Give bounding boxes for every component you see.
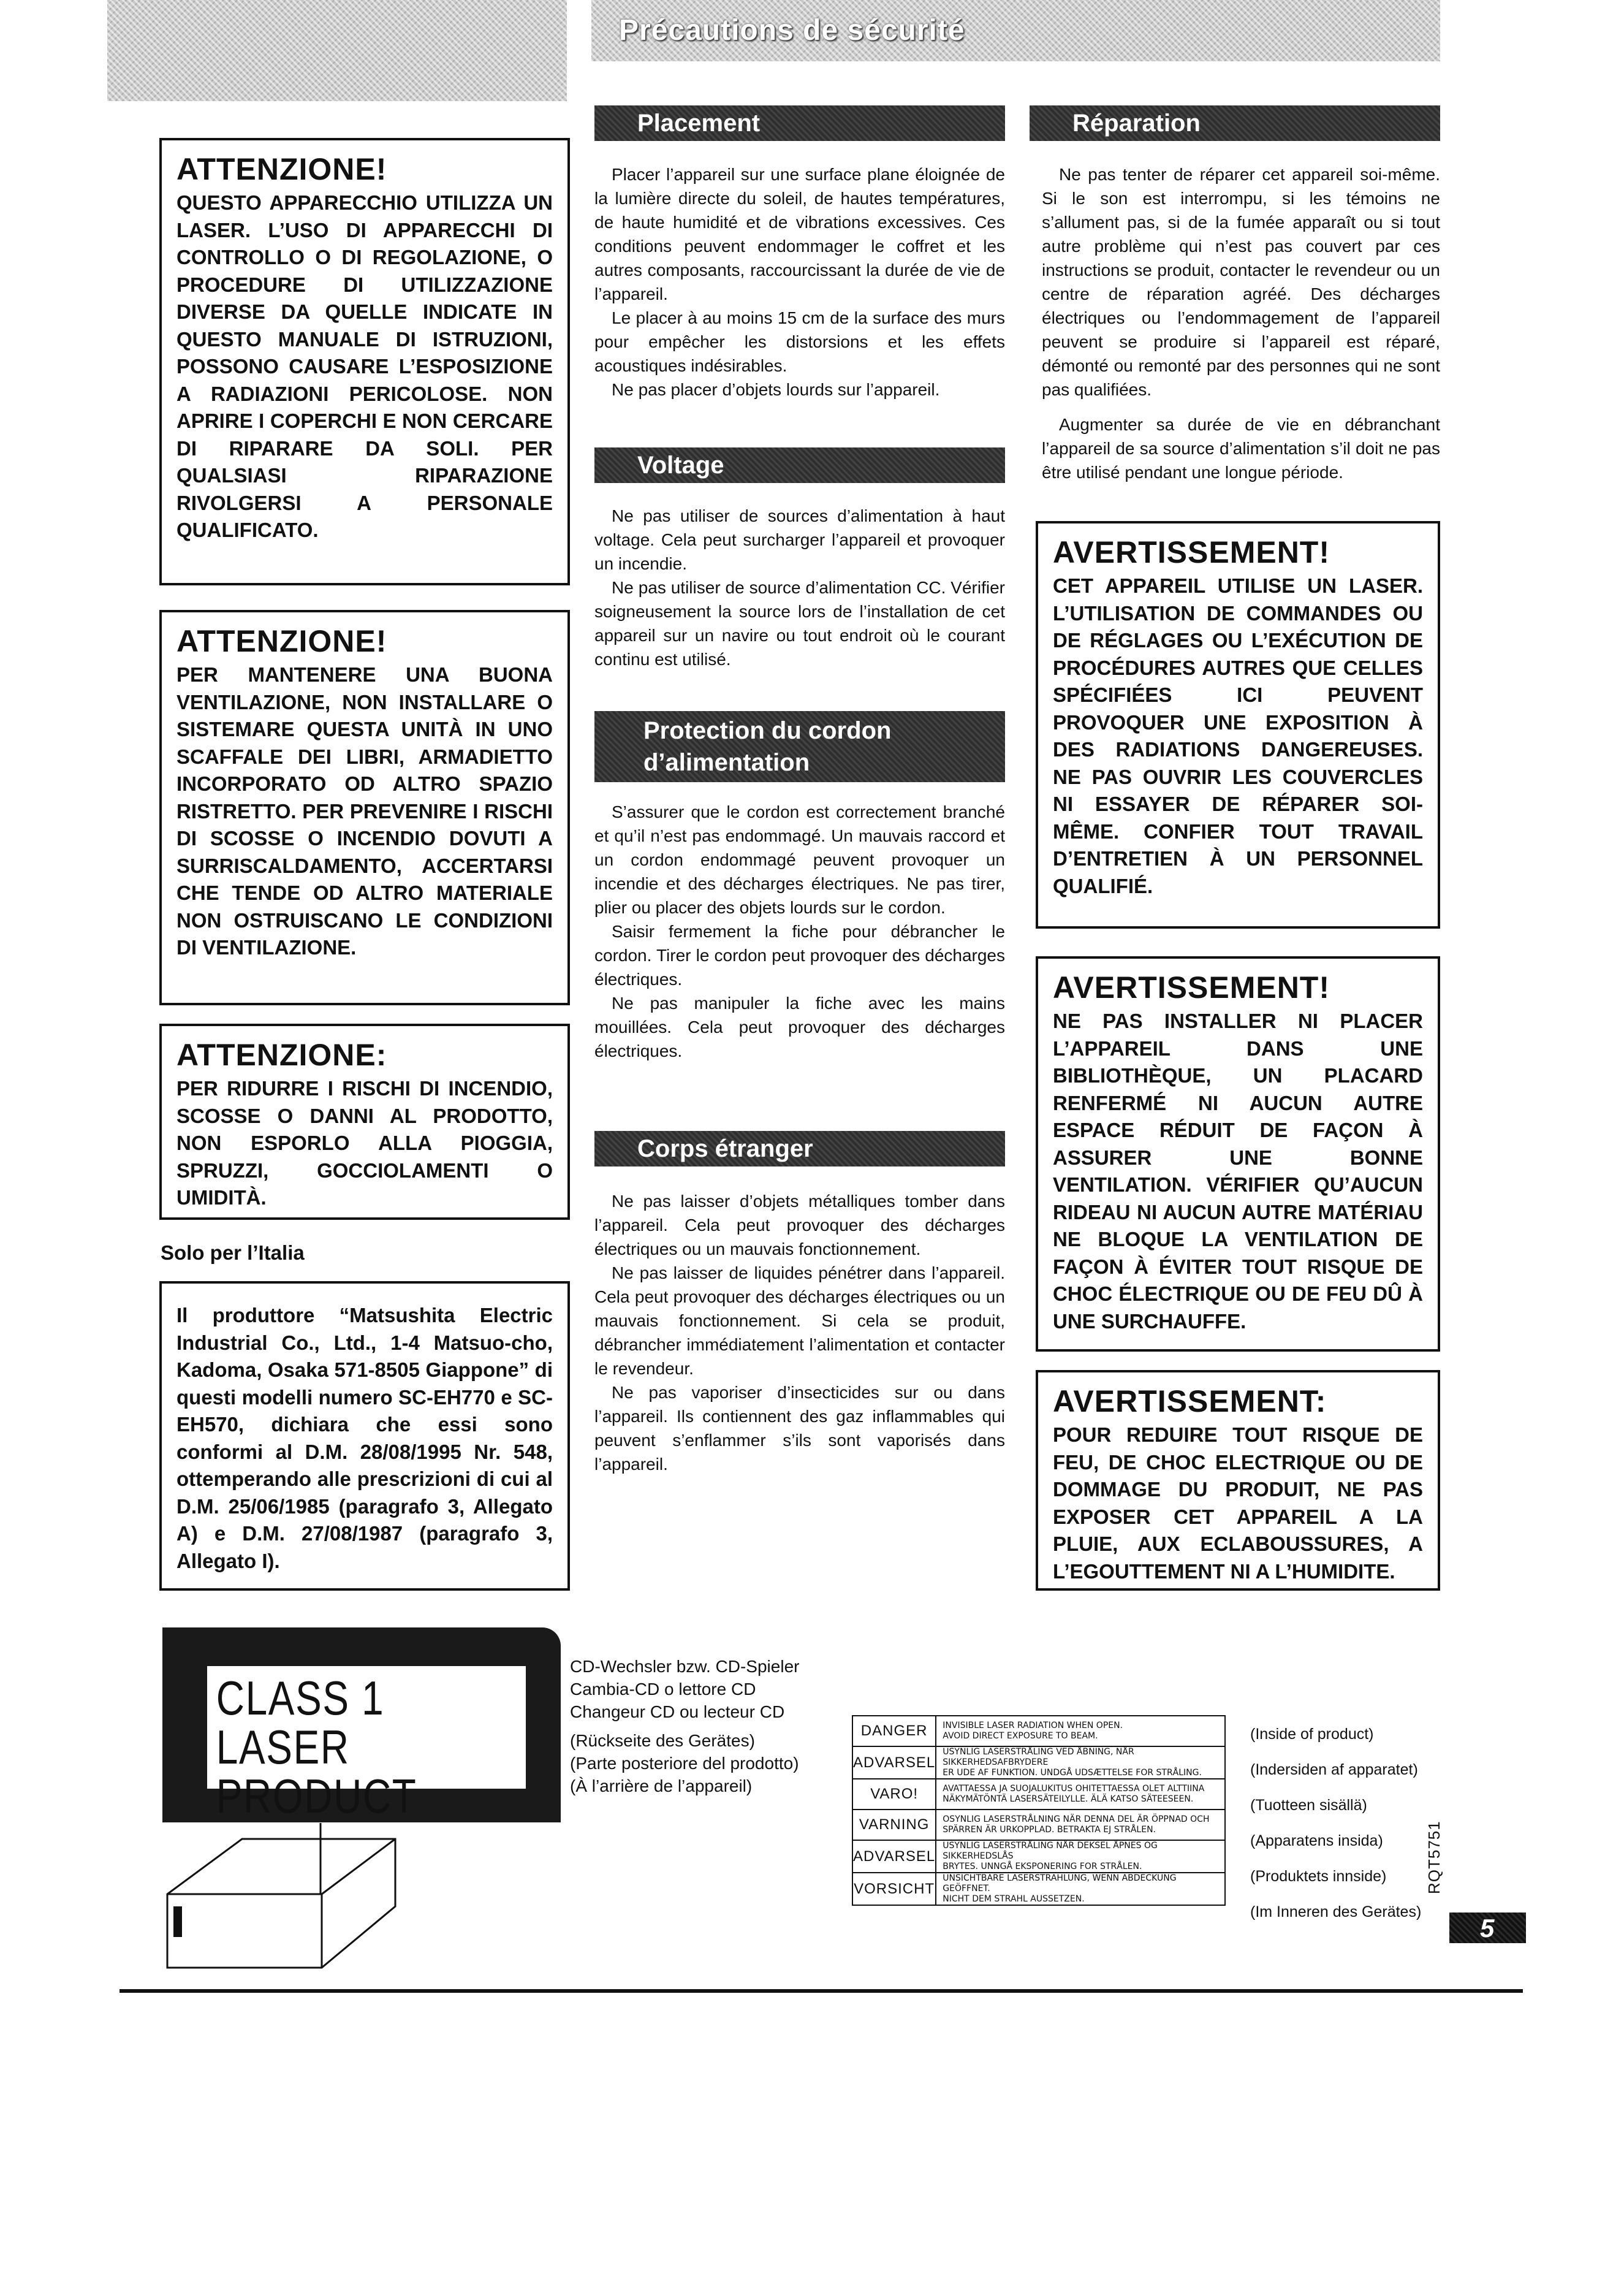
laser-warning-table <box>852 1715 1226 1906</box>
warning-line-2: BRYTES. UNNGÅ EKSPONERING FOR STRÅLEN. <box>943 1862 1142 1871</box>
warning-label: ADVARSEL <box>852 1746 936 1779</box>
cord-heading-1: Protection du cordon <box>643 717 892 744</box>
warning-line-1: UNSICHTBARE LASERSTRAHLUNG, WENN ABDECKUNG GEÖFFNET. <box>943 1873 1177 1893</box>
foreign-text <box>594 1189 1005 1476</box>
foreign-heading-bar <box>594 1131 1005 1167</box>
warning-label: ADVARSEL <box>852 1840 936 1873</box>
inside-caption: (Tuotteen sisällä) <box>1250 1797 1367 1814</box>
laser-product-text: LASER PRODUCT <box>216 1720 417 1823</box>
placement-heading: Placement <box>637 110 761 137</box>
attenzione-fire-box <box>159 1024 570 1220</box>
voltage-text <box>594 504 1005 671</box>
class1-laser-label <box>162 1627 561 1822</box>
repair-heading: Réparation <box>1072 110 1201 137</box>
box-text: PER MANTENERE UNA BUONA VENTILAZIONE, NON INSTALLARE O SISTEMARE QUESTA UNITÀ IN UNO SCAFFALE DEI LIBRI, ARMADIETTO INCORPORATO OD ALTRO SPAZIO RISTRETTO. PER PREVENIRE I RISCHI DI SCOSSE O INCENDIO DOVUTI A SURRISCALDAMENTO, ACCERTARSI CHE TENDE OD ALTRO MATERIALE NON OSTRUISCANO LE CONDIZIONI DI VENTILAZIONE. <box>176 663 553 959</box>
cd-line-fr: Changeur CD ou lecteur CD <box>570 1702 785 1721</box>
box-title: ATTENZIONE: <box>176 1038 387 1072</box>
attenzione-ventilation-box <box>159 610 570 1005</box>
inside-caption: (Produktets innside) <box>1250 1868 1387 1885</box>
header-pattern-left <box>107 0 567 101</box>
document-code: RQT5751 <box>1425 1821 1443 1894</box>
class1-text: CLASS 1 <box>216 1671 385 1725</box>
voltage-heading-bar <box>594 447 1005 483</box>
foreign-heading: Corps étranger <box>637 1135 813 1162</box>
repair-heading-bar <box>1030 105 1440 141</box>
placement-p1: Placer l’appareil sur une surface plane éloignée de la lumière directe du soleil, de hautes températures, de haute humidité et de vibrations excessives. Ces conditions peuvent endommager le coffret et les autres composants, raccourcissant la durée de vie de l’appareil. <box>594 165 1005 303</box>
producer-declaration-box <box>159 1281 570 1591</box>
warning-row <box>852 1746 1225 1779</box>
back-line-it: (Parte posteriore del prodotto) <box>570 1754 799 1773</box>
class1-label-inner <box>205 1664 528 1823</box>
attenzione-laser-box <box>159 138 570 585</box>
page-number: 5 <box>1480 1914 1495 1943</box>
producer-text: Il produttore “Matsushita Electric Industrial Co., Ltd., 1-4 Matsuo-cho, Kadoma, Osaka 571-8505 Giappone” di questi modelli numero SC-EH770 e SC-EH570, dichiara che essi sono conformi al D.M. 28/08/1995 Nr. 548, ottemperando alle prescrizioni di cui al D.M. 25/06/1985 (paragrafo 3, Allegato A) e D.M. 27/08/1987 (paragrafo 3, Allegato I). <box>176 1304 553 1572</box>
warning-label: VARNING <box>852 1810 936 1840</box>
cord-p2: Saisir fermement la fiche pour débrancher le cordon. Tirer le cordon peut provoquer des décharges électriques. <box>594 922 1005 989</box>
cd-description <box>570 1655 799 1797</box>
foreign-p3: Ne pas vaporiser d’insecticides sur ou dans l’appareil. Ils contiennent des gaz inflammables qui peuvent s’enflammer s’ils sont vaporisés dans l’appareil. <box>594 1383 1005 1474</box>
repair-p1: Ne pas tenter de réparer cet appareil soi-même. Si le son est interrompu, si les témoins ne s’allument pas, si de la fumée apparaît ou si tout autre problème qui n’est pas couvert par ces instructions se produit, contacter le revendeur ou un centre de réparation agréé. Des décharges électriques ou l’endommagement de l’appareil peuvent se produire si l’appareil est réparé, démonté ou remonté par des personnes qui ne sont pas qualifiées. <box>1042 165 1440 399</box>
cd-line-it: Cambia-CD o lettore CD <box>570 1680 756 1699</box>
warning-label: DANGER <box>852 1716 936 1746</box>
box-title: ATTENZIONE! <box>176 624 387 658</box>
inside-caption: (Inside of product) <box>1250 1726 1374 1743</box>
warning-line-2: ER UDE AF FUNKTION. UNDGÅ UDSÆTTELSE FOR STRÅLING. <box>943 1768 1202 1778</box>
solo-italia-label: Solo per l’Italia <box>161 1241 305 1264</box>
box-title: AVERTISSEMENT: <box>1053 1384 1327 1418</box>
inside-captions <box>1250 1716 1421 1930</box>
warning-line-2: AVOID DIRECT EXPOSURE TO BEAM. <box>943 1731 1098 1741</box>
warning-line-1: INVISIBLE LASER RADIATION WHEN OPEN. <box>943 1721 1123 1730</box>
back-line-de: (Rückseite des Gerätes) <box>570 1731 755 1750</box>
back-line-fr: (À l’arrière de l’appareil) <box>570 1776 753 1795</box>
footer-rule <box>120 1989 1523 1993</box>
avertissement-fire-box <box>1036 1370 1440 1591</box>
warning-row <box>852 1716 1225 1746</box>
warning-row <box>852 1779 1225 1810</box>
box-title: AVERTISSEMENT! <box>1053 535 1330 569</box>
product-outline-drawing <box>156 1814 401 1986</box>
page-title: Précautions de sécurité <box>619 14 965 47</box>
cd-line-de: CD-Wechsler bzw. CD-Spieler <box>570 1657 800 1676</box>
repair-p2: Augmenter sa durée de vie en débranchant l’appareil de sa source d’alimentation s’il doit ne pas être utilisé pendant une longue période. <box>1042 415 1440 482</box>
cord-text <box>594 800 1005 1063</box>
warning-line-1: USYNLIG LASERSTRÅLING VED ÅBNING, NÅR SIKKERHEDSAFBRYDERE <box>943 1747 1134 1767</box>
warning-line-2: SPÄRREN ÄR URKOPPLAD. BETRAKTA EJ STRÅLEN. <box>943 1825 1156 1835</box>
inside-caption: (Im Inneren des Gerätes) <box>1250 1903 1422 1920</box>
warning-label: VARO! <box>852 1779 936 1810</box>
avertissement-ventilation-box <box>1036 956 1440 1352</box>
warning-line-2: NICHT DEM STRAHL AUSSETZEN. <box>943 1894 1085 1904</box>
repair-text <box>1042 162 1440 484</box>
foreign-p1: Ne pas laisser d’objets métalliques tomber dans l’appareil. Cela peut provoquer des décharges électriques ou un mauvais fonctionnement. <box>594 1192 1005 1258</box>
cord-p1: S’assurer que le cordon est correctement branché et qu’il n’est pas endommagé. Un mauvais raccord et un cordon endommagé peuvent provoquer un incendie et des décharges électriques. Ne pas tirer, plier ou placer des objets lourds sur le cordon. <box>594 802 1005 917</box>
warning-line-1: OSYNLIG LASERSTRÅLNING NÄR DENNA DEL ÄR ÖPPNAD OCH <box>943 1814 1210 1824</box>
warning-line-1: USYNLIG LASERSTRÅLING NÅR DEKSEL ÅPNES OG SIKKERHEDSLÅS <box>943 1841 1158 1861</box>
placement-p3: Ne pas placer d’objets lourds sur l’appareil. <box>612 380 940 399</box>
box-text: PER RIDURRE I RISCHI DI INCENDIO, SCOSSE O DANNI AL PRODOTTO, NON ESPORLO ALLA PIOGGIA, SPRUZZI, GOCCIOLAMENTI O UMIDITÀ. <box>176 1077 553 1209</box>
box-text: POUR REDUIRE TOUT RISQUE DE FEU, DE CHOC ELECTRIQUE OU DE DOMMAGE DU PRODUIT, NE PAS EXPOSER CET APPAREIL A LA PLUIE, AUX ECLABOUSSURES, A L’EGOUTTEMENT NI A L’HUMIDITE. <box>1053 1423 1423 1583</box>
box-title: ATTENZIONE! <box>176 152 387 186</box>
voltage-p1: Ne pas utiliser de sources d’alimentation à haut voltage. Cela peut surcharger l’appareil et provoquer un incendie. <box>594 506 1005 573</box>
box-text: CET APPAREIL UTILISE UN LASER. L’UTILISATION DE COMMANDES OU DE RÉGLAGES OU L’EXÉCUTION DE PROCÉDURES AUTRES QUE CELLES SPÉCIFIÉES ICI PEUVENT PROVOQUER UNE EXPOSITION À DES RADIATIONS DANGEREUSES. NE PAS OUVRIR LES COUVERCLES NI ESSAYER DE RÉPARER SOI-MÊME. CONFIER TOUT TRAVAIL D’ENTRETIEN À UN PERSONNEL QUALIFIÉ. <box>1053 574 1423 897</box>
box-text: QUESTO APPARECCHIO UTILIZZA UN LASER. L’USO DI APPARECCHI DI CONTROLLO O DI REGOLAZIONE, O PROCEDURE DI UTILIZZAZIONE DIVERSE DA QUELLE INDICATE IN QUESTO MANUALE DI ISTRUZIONI, POSSONO CAUSARE L’ESPOSIZIONE A RADIAZIONI PERICOLOSE. NON APRIRE I COPERCHI E NON CERCARE DI RIPARARE DA SOLI. PER QUALSIASI RIPARAZIONE RIVOLGERSI A PERSONALE QUALIFICATO. <box>176 191 553 541</box>
box-text: NE PAS INSTALLER NI PLACER L’APPAREIL DANS UNE BIBLIOTHÈQUE, UN PLACARD RENFERMÉ NI AUCUN AUTRE ESPACE RÉDUIT DE FAÇON À ASSURER UNE BONNE VENTILATION. VÉRIFIER QU’AUCUN RIDEAU NI AUCUN AUTRE MATÉRIAU NE BLOQUE LA VENTILATION DE FAÇON À ÉVITER TOUT RISQUE DE CHOC ÉLECTRIQUE OU DE FEU DÛ À UNE SURCHAUFFE. <box>1053 1010 1423 1333</box>
warning-line-2: NÄKYMÄTÖNTÄ LASERSÄTEILYLLE. ÄLÄ KATSO SÄTEESEEN. <box>943 1794 1194 1804</box>
warning-row <box>852 1873 1225 1905</box>
warning-line-1: AVATTAESSA JA SUOJALUKITUS OHITETTAESSA OLET ALTTIINA <box>943 1784 1205 1794</box>
box-title: AVERTISSEMENT! <box>1053 970 1330 1005</box>
cord-p3: Ne pas manipuler la fiche avec les mains mouillées. Cela peut provoquer des décharges électriques. <box>594 994 1005 1060</box>
voltage-heading: Voltage <box>637 452 724 479</box>
cord-heading-2: d’alimentation <box>643 749 810 776</box>
warning-row <box>852 1810 1225 1840</box>
inside-caption: (Indersiden af apparatet) <box>1250 1761 1418 1778</box>
foreign-p2: Ne pas laisser de liquides pénétrer dans l’appareil. Cela peut provoquer des décharges électriques ou un mauvais fonctionnement. Si cela se produit, débrancher immédiatement l’alimentation et contacter le revendeur. <box>594 1263 1005 1378</box>
inside-caption: (Apparatens insida) <box>1250 1832 1383 1849</box>
placement-heading-bar <box>594 105 1005 141</box>
warning-row <box>852 1840 1225 1873</box>
avertissement-laser-box <box>1036 521 1440 929</box>
cord-heading-bar <box>594 711 1005 782</box>
placement-p2: Le placer à au moins 15 cm de la surface des murs pour empêcher les distorsions et les effets acoustiques indésirables. <box>594 308 1005 375</box>
placement-text <box>594 162 1005 402</box>
voltage-p2: Ne pas utiliser de source d’alimentation CC. Vérifier soigneusement la source lors de l’installation de cet appareil sur un navire ou tout endroit où le courant continu est utilisé. <box>594 578 1005 669</box>
warning-label: VORSICHT <box>852 1873 936 1905</box>
